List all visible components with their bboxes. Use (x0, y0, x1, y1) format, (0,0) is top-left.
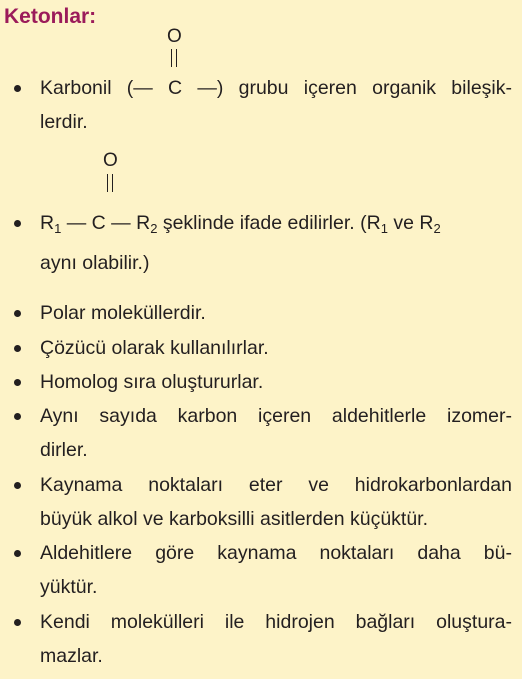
item-3-line-1: Polar moleküllerdir. (40, 302, 206, 324)
formula-oxygen-label: O (103, 150, 118, 171)
item-9-line-2: mazlar. (40, 645, 103, 667)
bullet-icon (14, 345, 21, 352)
r1-subscript: 1 (54, 221, 62, 236)
r2-subscript: 2 (150, 221, 158, 236)
carbonyl-carbon: — C — (61, 212, 137, 234)
item-8-line-2: yüktür. (40, 576, 98, 598)
note-connector: ve R (387, 212, 434, 234)
r1-symbol: R (40, 212, 55, 234)
item-2-line-1 (40, 211, 441, 235)
bullet-icon (14, 619, 21, 626)
item-2-line-2: aynı olabilir.) (40, 252, 150, 274)
item-1-line-1: Karbonil (— C —) grubu içeren organik bileşik- (40, 77, 512, 99)
carbonyl-oxygen-label: O (167, 26, 182, 47)
bullet-icon (14, 310, 21, 317)
item-7-line-1: Kaynama noktaları eter ve hidrokarbonlardan (40, 474, 512, 496)
bullet-icon (14, 220, 21, 227)
note-r2-subscript: 2 (433, 221, 441, 236)
bullet-icon (14, 85, 21, 92)
bullet-icon (14, 482, 21, 489)
item-7-line-2: büyük alkol ve karboksilli asitlerden küçüktür. (40, 508, 429, 530)
item-9-line-1: Kendi molekülleri ile hidrojen bağları oluştura- (40, 611, 512, 633)
item-6-line-2: dirler. (40, 439, 88, 461)
carbonyl-double-bond (171, 49, 177, 67)
r2-symbol: R (136, 212, 151, 234)
bullet-icon (14, 550, 21, 557)
note-r1-subscript: 1 (380, 221, 388, 236)
item-8-line-1: Aldehitlere göre kaynama noktaları daha bü- (40, 542, 512, 564)
formula-description: şeklinde ifade edilirler. (R (157, 212, 381, 234)
bullet-icon (14, 379, 21, 386)
section-title: Ketonlar: (4, 5, 97, 28)
item-6-line-1: Aynı sayıda karbon içeren aldehitlerle izomer- (40, 405, 512, 427)
item-1-line-2: lerdir. (40, 111, 88, 133)
formula-double-bond (107, 174, 113, 192)
item-5-line-1: Homolog sıra oluştururlar. (40, 371, 264, 393)
bullet-icon (14, 413, 21, 420)
item-4-line-1: Çözücü olarak kullanılırlar. (40, 337, 269, 359)
